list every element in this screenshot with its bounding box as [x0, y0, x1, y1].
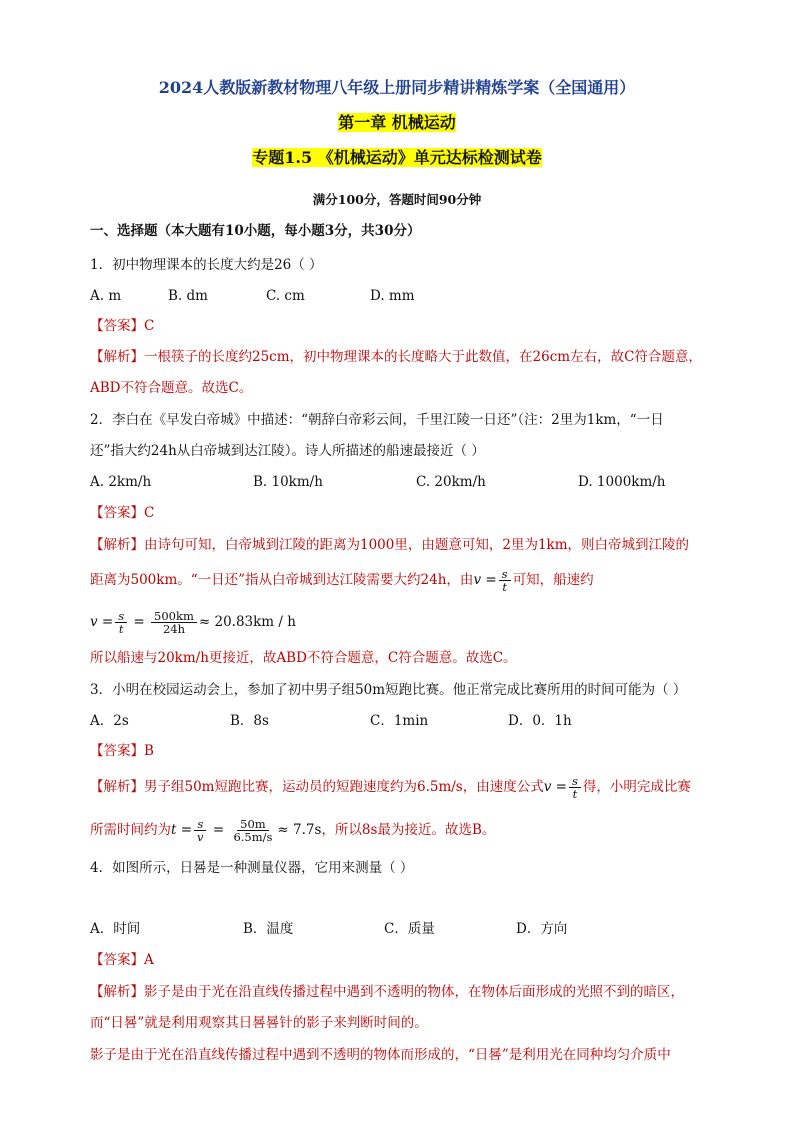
- q3-inline-fraction: [569, 775, 581, 800]
- q2-inline-fraction-den: t: [502, 580, 507, 594]
- q2-formula-v: v =: [90, 614, 114, 630]
- exam-meta: 满分100分，答题时间90分钟: [312, 192, 482, 207]
- q2-analysis-line-2-end: 可知，船速约: [512, 572, 594, 588]
- q2-inline-formula-v: v =: [473, 572, 497, 588]
- question-1-stem: 1．初中物理课本的长度大约是26（ ）: [90, 257, 323, 273]
- q3-analysis-line-1: 【解析】男子组50m短跑比赛，运动员的短跑速度约为6.5m/s，由速度公式v = $\frac{s}{t}$ 得，小明完成比赛: [90, 774, 691, 801]
- q2-formula-value-num: 500km: [151, 610, 197, 623]
- q2-analysis-line-2: [90, 568, 706, 593]
- q2-inline-fraction-num: s: [499, 568, 511, 581]
- topic-heading: [0, 148, 794, 168]
- q1-option-d: D. mm: [370, 288, 415, 304]
- q3-formula-sv: [194, 818, 207, 843]
- q2-formula-st: [115, 610, 127, 635]
- q1-option-c: C. cm: [266, 288, 305, 304]
- question-4-options: [90, 919, 706, 939]
- q3-formula-value: [230, 818, 275, 843]
- q4-option-a: A．时间: [90, 921, 141, 937]
- chapter-heading-text: 第一章 机械运动: [338, 113, 456, 132]
- q3-formula-value-num: 50m: [237, 818, 269, 831]
- document-title: 2024人教版新教材物理八年级上册同步精讲精炼学案（全国通用）: [158, 78, 636, 97]
- q2-option-c: C. 20km/h: [416, 474, 486, 490]
- q4-analysis-line-3-start: 影子是由于光在沿直线传播过程中遇到不透明的物体而形成的，: [90, 1047, 468, 1063]
- q4-analysis-line-2: 而“日晷”就是利用观察其日晷晷针的影子来判断时间的。: [90, 1015, 428, 1031]
- q3-analysis-line-2: 所需时间约为t = $\frac{s}{v}$ = $\frac{50m}{6.5m/s}$ ≈ 7.7s，所以8s最为接近。故选B。: [90, 817, 496, 844]
- q3-formula-t: t =: [171, 822, 193, 838]
- q2-inline-fraction: [499, 568, 511, 593]
- question-1-options: [90, 286, 706, 306]
- q4-analysis-line-3-end: “日晷”是利用光在同种均匀介质中: [468, 1047, 671, 1063]
- q2-formula-result: ≈ 20.83km / h: [198, 614, 296, 630]
- q3-formula-sv-num: s: [194, 818, 206, 831]
- q3-formula-sv-den: v: [197, 830, 204, 844]
- q3-formula-result: ≈ 7.7s: [277, 822, 322, 838]
- section-heading: 一、选择题（本大题有10小题，每小题3分，共30分）: [90, 223, 421, 239]
- q3-option-c: C．1min: [370, 713, 429, 729]
- q4-analysis-line-3: [90, 1045, 706, 1065]
- q4-option-d: D．方向: [516, 921, 568, 937]
- q4-answer: 【答案】A: [90, 952, 154, 968]
- question-3-options: [90, 711, 706, 731]
- question-4-stem: 4．如图所示，日晷是一种测量仪器，它用来测量（ ）: [90, 860, 414, 876]
- chapter-heading: [0, 113, 794, 133]
- q4-option-c: C．质量: [384, 921, 435, 937]
- q3-inline-fraction-den: t: [572, 787, 578, 801]
- q2-analysis-line-2-start: 距离为500km。“一日还”指从白帝城到达江陵需要大约24h，由: [90, 572, 474, 588]
- q2-formula-line: v = $\frac{s}{t}$ = $\frac{500km}{24h}$ ≈ 20.83km / h: [90, 609, 296, 636]
- q1-analysis-line-1: 【解析】一根筷子的长度约25cm，初中物理课本的长度略大于此数值，在26cm左右，故C符合题意，: [90, 349, 702, 365]
- topic-heading-text: 专题1.5 《机械运动》单元达标检测试卷: [252, 148, 542, 167]
- q2-formula-st-num: s: [115, 610, 127, 623]
- q3-answer: 【答案】B: [90, 743, 154, 759]
- q2-formula-st-den: t: [118, 622, 124, 636]
- q3-inline-fraction-num: s: [569, 775, 581, 788]
- q2-formula-value: [151, 610, 197, 635]
- q1-option-a: A. m: [90, 288, 122, 304]
- question-3-stem: 3．小明在校园运动会上，参加了初中男子组50m短跑比赛。他正常完成比赛所用的时间可能为（ ）: [90, 682, 687, 698]
- question-2-stem-line-2: 还”指大约24h从白帝城到达江陵）。诗人所描述的船速最接近（ ）: [90, 443, 485, 459]
- q3-analysis-line-2-start: 所需时间约为: [90, 822, 171, 838]
- q2-option-a: A. 2km/h: [90, 474, 152, 490]
- q1-option-b: B. dm: [168, 288, 208, 304]
- q3-analysis-line-1-start: 【解析】男子组50m短跑比赛，运动员的短跑速度约为6.5m/s，由速度公式: [90, 779, 544, 795]
- q2-option-b: B. 10km/h: [253, 474, 323, 490]
- question-2-options: [90, 472, 706, 492]
- q1-answer: 【答案】C: [90, 318, 155, 334]
- q3-analysis-line-2-end: ，所以8s最为接近。故选B。: [321, 822, 496, 838]
- q1-analysis-line-2: ABD不符合题意。故选C。: [90, 380, 253, 396]
- q4-option-b: B．温度: [243, 921, 294, 937]
- q3-option-a: A．2s: [90, 713, 129, 729]
- q3-analysis-line-1-end: 得，小明完成比赛: [582, 779, 691, 795]
- question-2-stem-line-1: 2．李白在《早发白帝城》中描述：“朝辞白帝彩云间，千里江陵一日还”（注：2里为1km，“一日: [90, 412, 664, 428]
- q2-option-d: D. 1000km/h: [578, 474, 666, 490]
- q3-formula-value-den: 6.5m/s: [233, 830, 273, 844]
- q3-option-d: D．0．1h: [508, 713, 572, 729]
- q2-analysis-line-4: 所以船速与20km/h更接近，故ABD不符合题意，C符合题意。故选C。: [90, 650, 517, 666]
- q2-formula-value-den: 24h: [162, 622, 185, 636]
- q4-analysis-line-1: 【解析】影子是由于光在沿直线传播过程中遇到不透明的物体，在物体后面形成的光照不到的暗区，: [90, 984, 684, 1000]
- q3-option-b: B．8s: [230, 713, 269, 729]
- q2-answer: 【答案】C: [90, 505, 155, 521]
- q2-analysis-line-1: 【解析】由诗句可知，白帝城到江陵的距离为1000里，由题意可知，2里为1km，则白帝城到江陵的: [90, 537, 690, 553]
